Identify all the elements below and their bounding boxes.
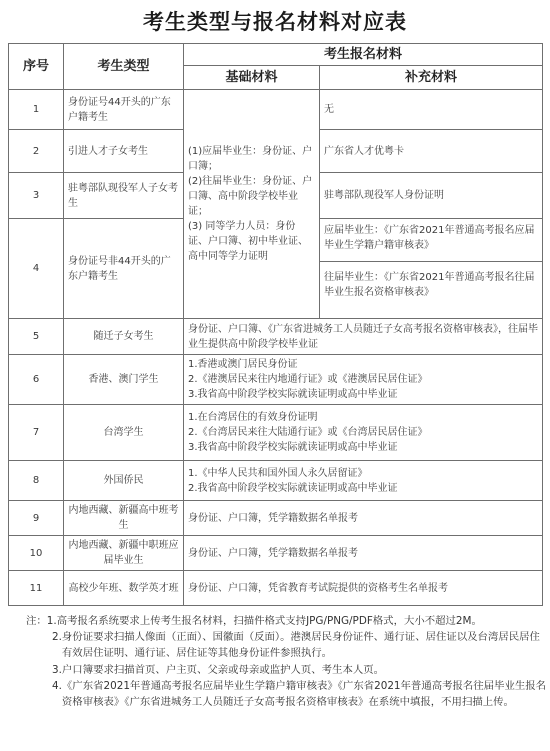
row-materials: 身份证、户口簿、《广东省进城务工人员随迁子女高考报名资格审核表》，往届毕业生提供高中阶段学校毕业证 <box>184 319 543 355</box>
material-line: 2.《港澳居民来往内地通行证》或《港澳居民居住证》 <box>188 374 428 385</box>
row-index: 5 <box>9 319 64 355</box>
row-index: 4 <box>9 219 64 319</box>
supplement-current: 应届毕业生：《广东省2021年普通高考报名应届毕业生学籍户籍审核表》 <box>320 220 542 262</box>
row-index: 11 <box>9 571 64 606</box>
row-type: 驻粤部队现役军人子女考生 <box>64 173 184 219</box>
row-supplement: 广东省人才优粤卡 <box>320 130 543 173</box>
note-item <box>26 613 546 629</box>
notes <box>26 613 546 710</box>
row-index: 8 <box>9 461 64 501</box>
row-type: 高校少年班、数学英才班 <box>64 571 184 606</box>
row-type: 内地西藏、新疆高中班考生 <box>64 501 184 536</box>
note-text: 高考报名系统要求上传考生报名材料，扫描件格式支持JPG/PNG/PDF格式，大小不超过2M。 <box>56 615 482 627</box>
row-supplement: 无 <box>320 90 543 130</box>
row-materials: 身份证、户口簿，凭学籍数据名单报考 <box>184 536 543 571</box>
basic-line: (1)应届毕业生：身份证、户口簿； <box>188 146 313 172</box>
note-number: 4. <box>52 679 62 692</box>
note-text: 《广东省2021年普通高考报名应届毕业生学籍户籍审核表》《广东省2021年普通高考报名往届毕业生报名资格审核表》《广东省进城务工人员随迁子女高考报名资格审核表》在系统中填报，不用扫描上传。 <box>61 679 547 709</box>
row-materials: 身份证、户口簿，凭学籍数据名单报考 <box>184 501 543 536</box>
basic-materials <box>184 90 320 319</box>
header-materials: 考生报名材料 <box>184 44 543 66</box>
material-line: 2.我省高中阶段学校实际就读证明或高中毕业证 <box>188 482 398 494</box>
row-index: 9 <box>9 501 64 536</box>
page-title: 考生类型与报名材料对应表 <box>143 9 407 34</box>
row-index: 2 <box>9 130 64 173</box>
row-type: 身份证号非44开头的广东户籍考生 <box>64 219 184 319</box>
row-supplement <box>320 219 543 319</box>
note-item <box>26 678 546 710</box>
materials-table <box>8 43 543 606</box>
basic-line: (3) 同等学力人员：身份证、户口簿、初中毕业证、高中同等学力证明 <box>188 221 308 262</box>
row-type: 外国侨民 <box>64 461 184 501</box>
table-row <box>9 501 543 536</box>
header-basic: 基础材料 <box>184 66 320 90</box>
table-row <box>9 355 543 405</box>
note-item <box>26 662 546 678</box>
supplement-past: 往届毕业生：《广东省2021年普通高考报名往届毕业生报名资格审核表》 <box>324 271 535 298</box>
row-type: 香港、澳门学生 <box>64 355 184 405</box>
row-index: 10 <box>9 536 64 571</box>
material-line: 1.香港或澳门居民身份证 <box>188 359 298 370</box>
row-materials <box>184 355 543 405</box>
material-line: 3.我省高中阶段学校实际就读证明或高中毕业证 <box>188 389 398 400</box>
note-number: 1. <box>46 615 57 627</box>
note-item <box>26 629 546 661</box>
table-row <box>9 571 543 606</box>
row-type: 内地西藏、新疆中职班应届毕业生 <box>64 536 184 571</box>
row-type: 随迁子女考生 <box>64 319 184 355</box>
header-type: 考生类型 <box>64 44 184 90</box>
row-index: 3 <box>9 173 64 219</box>
row-index: 1 <box>9 90 64 130</box>
table-row <box>9 536 543 571</box>
note-number: 3. <box>52 663 62 676</box>
note-text: 身份证要求扫描人像面（正面）、国徽面（反面）。港澳居民身份证件、通行证、居住证以及台湾居民居住有效居住证明、通行证、居住证等其他身份证件参照执行。 <box>61 631 540 660</box>
header-index: 序号 <box>9 44 64 90</box>
header-supplement: 补充材料 <box>320 66 543 90</box>
row-type: 台湾学生 <box>64 405 184 461</box>
material-line: 3.我省高中阶段学校实际就读证明或高中毕业证 <box>188 442 398 453</box>
table-row <box>9 461 543 501</box>
table-row <box>9 319 543 355</box>
row-index: 7 <box>9 405 64 461</box>
table-row <box>9 90 543 130</box>
row-materials <box>184 461 543 501</box>
row-type: 引进人才子女考生 <box>64 130 184 173</box>
material-line: 2.《台湾居民来往大陆通行证》或《台湾居民居住证》 <box>188 427 428 438</box>
table-row <box>9 405 543 461</box>
material-line: 1.在台湾居住的有效身份证明 <box>188 412 318 423</box>
row-materials <box>184 405 543 461</box>
row-index: 6 <box>9 355 64 405</box>
row-materials: 身份证、户口簿，凭省教育考试院提供的资格考生名单报考 <box>184 571 543 606</box>
material-line: 1.《中华人民共和国外国人永久居留证》 <box>188 467 368 479</box>
notes-label: 注： <box>26 615 47 627</box>
basic-line: (2)往届毕业生：身份证、户口簿、高中阶段学校毕业证； <box>188 176 313 217</box>
note-text: 户口簿要求扫描首页、户主页、父亲或母亲或监护人页、考生本人页。 <box>61 663 385 676</box>
row-type: 身份证号44开头的广东户籍考生 <box>64 90 184 130</box>
row-supplement: 驻粤部队现役军人身份证明 <box>320 173 543 219</box>
note-number: 2. <box>52 631 62 644</box>
